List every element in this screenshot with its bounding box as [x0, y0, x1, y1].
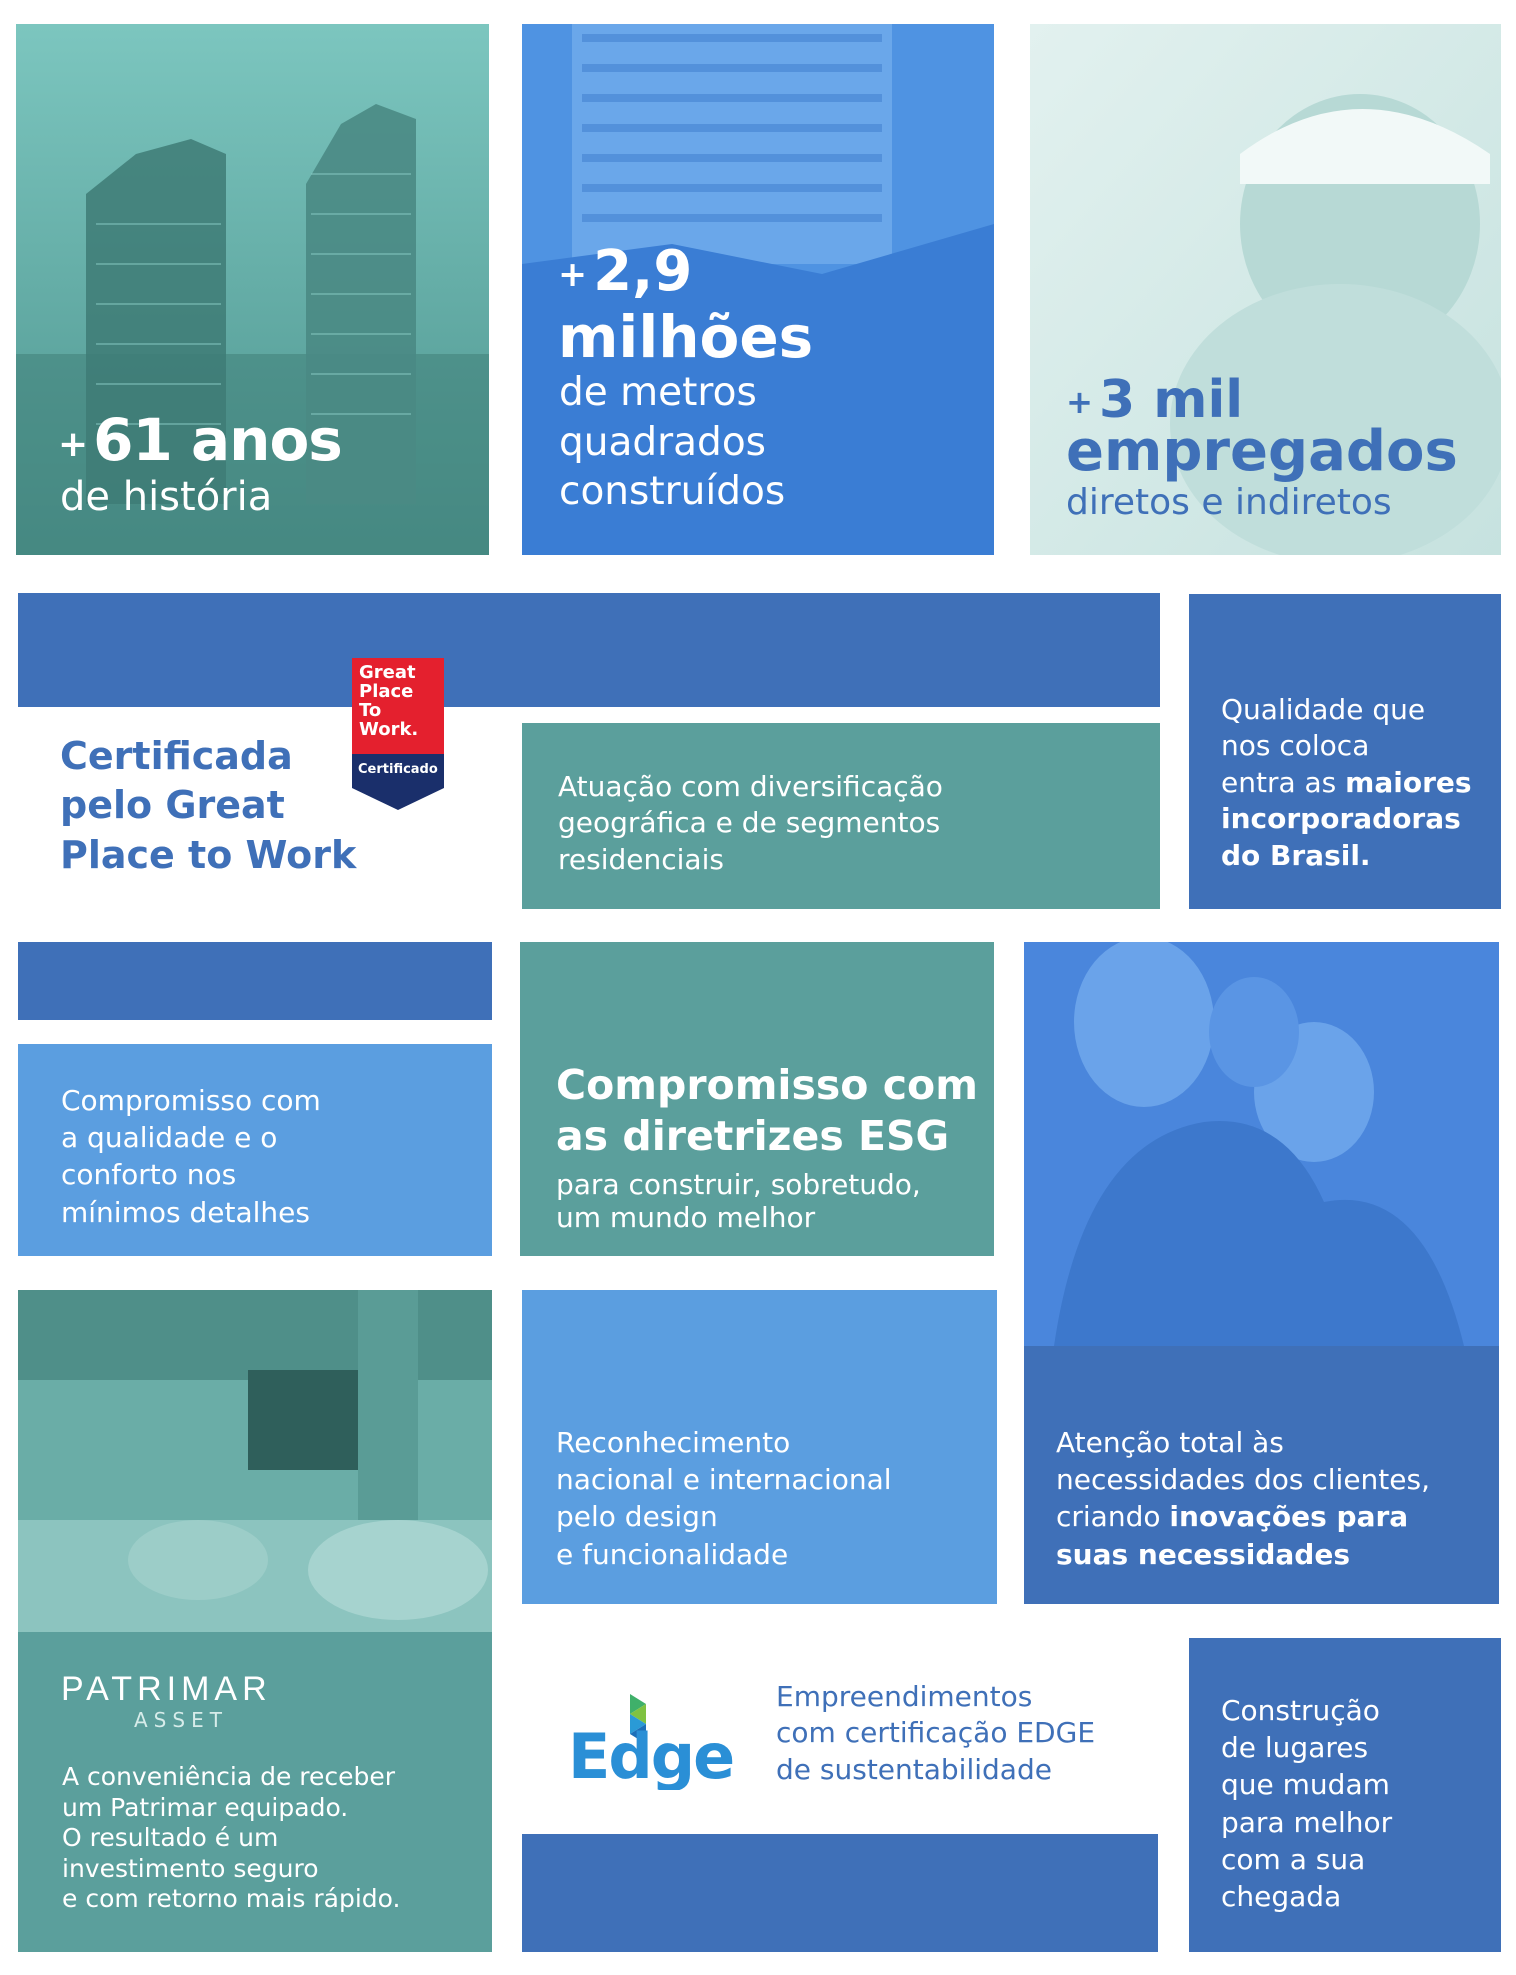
- patrimar-logo-sub: ASSET: [134, 1708, 228, 1732]
- stat-value-line2: empregados: [1066, 419, 1458, 484]
- card-text: Atenção total às necessidades dos clientes, criando inovações para suas necessidades: [1056, 1426, 1430, 1571]
- stat-card-metros: [522, 24, 994, 555]
- gptw-badge-sub: Certificado: [358, 762, 438, 777]
- decor-bar: [18, 942, 492, 1020]
- patrimar-logo: PATRIMAR: [61, 1670, 272, 1708]
- stat-caption: diretos e indiretos: [1066, 482, 1392, 523]
- card-text: Qualidade que nos coloca entra as maiores incorporadoras do Brasil.: [1221, 693, 1472, 872]
- stat-card-anos: [16, 24, 489, 555]
- interior-photo-image: [18, 1290, 492, 1632]
- stat-value-line2: milhões: [558, 303, 814, 371]
- edge-logo-text: Edge: [568, 1720, 734, 1790]
- family-photo-image: [1024, 942, 1499, 1346]
- gptw-badge: [352, 658, 444, 810]
- decor-bar: [522, 1834, 1158, 1952]
- card-atencao: [1024, 1346, 1499, 1604]
- edge-logo: [568, 1690, 738, 1790]
- card-qualidade: [1189, 594, 1501, 909]
- card-diversificacao: [522, 723, 1160, 909]
- interior-photo: [18, 1290, 492, 1632]
- card-text: Compromisso com a qualidade e o conforto nos mínimos detalhes: [61, 1084, 321, 1229]
- card-text: A conveniência de receber um Patrimar equipado. O resultado é um investimento seguro e com retorno mais rápido.: [62, 1762, 401, 1913]
- card-reconhecimento: [522, 1290, 997, 1604]
- card-text: Reconhecimento nacional e internacional pelo design e funcionalidade: [556, 1426, 892, 1571]
- card-esg: [520, 942, 994, 1256]
- stat-caption: de história: [60, 474, 273, 520]
- decor-bar: [18, 593, 1160, 707]
- stat-card-empregados: [1030, 24, 1501, 555]
- edge-text: Empreendimentos com certificação EDGE de sustentabilidade: [776, 1680, 1096, 1786]
- card-construcao: [1189, 1638, 1501, 1952]
- esg-subtitle: para construir, sobretudo, um mundo melhor: [556, 1168, 921, 1235]
- family-photo: [1024, 942, 1499, 1346]
- stat-value: + 2,9: [558, 239, 693, 304]
- card-text: Construção de lugares que mudam para melhor com a sua chegada: [1221, 1694, 1393, 1914]
- stat-value: + 3 mil: [1066, 370, 1244, 430]
- stat-value: + 61 anos: [58, 406, 342, 474]
- gptw-title: Certificada pelo Great Place to Work: [60, 734, 357, 877]
- card-text: Atuação com diversificação geográfica e de segmentos residenciais: [558, 770, 943, 876]
- card-patrimar: [18, 1632, 492, 1952]
- gptw-badge-text: Great Place To Work.: [359, 662, 419, 740]
- stat-caption: de metros quadrados construídos: [559, 370, 786, 515]
- esg-title: Compromisso com as diretrizes ESG: [556, 1061, 978, 1161]
- card-compromisso-qualidade: [18, 1044, 492, 1256]
